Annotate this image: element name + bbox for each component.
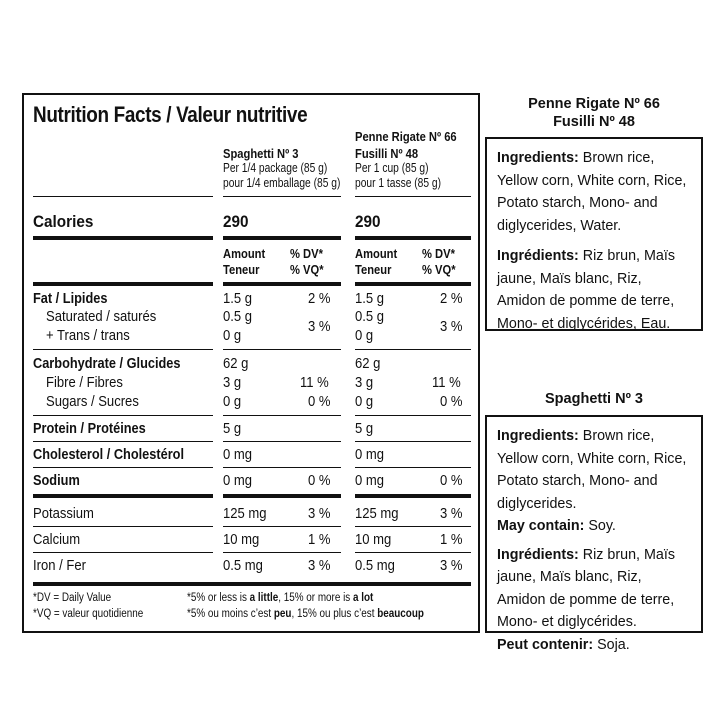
box1-title-line2: Fusilli Nº 48 <box>553 114 635 130</box>
col1-sodium-dv: 0 % <box>308 473 331 489</box>
fat-label: Fat / Lipides <box>33 291 108 307</box>
col1-iron-amount: 0.5 mg <box>223 558 263 574</box>
fibre-label: Fibre / Fibres <box>46 375 123 391</box>
rule <box>355 467 471 468</box>
footnote-dv-definition: *DV = Daily Value <box>33 592 112 604</box>
col1-calcium-dv: 1 % <box>308 532 331 548</box>
col2-protein-amount: 5 g <box>355 421 374 437</box>
col2-sat-trans-dv: 3 % <box>440 319 463 335</box>
rule <box>355 196 471 197</box>
thick-rule <box>33 582 471 586</box>
rule <box>223 196 341 197</box>
thick-rule <box>33 282 213 286</box>
rule <box>355 415 471 416</box>
rule <box>33 196 213 197</box>
col1-teneur-label: Teneur <box>223 262 260 277</box>
col1-fat-dv: 2 % <box>308 291 331 307</box>
col2-sat-amount: 0.5 g <box>355 309 385 325</box>
rule <box>33 467 213 468</box>
col2-amount-label: Amount <box>355 246 398 261</box>
rule <box>33 349 213 350</box>
cholesterol-label: Cholesterol / Cholestérol <box>33 447 185 463</box>
carb-label: Carbohydrate / Glucides <box>33 356 181 372</box>
col1-carb-amount: 62 g <box>223 356 249 372</box>
col2-sugars-dv: 0 % <box>440 394 463 410</box>
col2-sodium-dv: 0 % <box>440 473 463 489</box>
rule <box>355 552 471 553</box>
col2-trans-amount: 0 g <box>355 328 374 344</box>
col2-fat-amount: 1.5 g <box>355 291 385 307</box>
col1-serving-en: Per 1/4 package (85 g) <box>223 161 328 175</box>
rule <box>223 415 341 416</box>
col1-fibre-dv: 11 % <box>300 375 329 391</box>
rule <box>355 526 471 527</box>
box2-ingredients-fr: Ingrédients: Riz brun, Maïs jaune, Maïs blanc, Riz, Amidon de pomme de terre, Mono- et diglycérides. Peut contenir: Soja. <box>497 546 675 653</box>
col2-calcium-dv: 1 % <box>440 532 463 548</box>
col2-potassium-amount: 125 mg <box>355 506 399 522</box>
col1-sat-amount: 0.5 g <box>223 309 253 325</box>
calories-label: Calories <box>33 212 94 231</box>
col1-dv-label: % DV* <box>290 246 323 261</box>
box1-ingredients-en: Ingredients: Brown rice, Yellow corn, White corn, Rice, Potato starch, Mono- and diglycerides, Water. <box>497 150 687 234</box>
box2-ingredients-en: Ingredients: Brown rice, Yellow corn, White corn, Rice, Potato starch, Mono- and diglycerides. May contain: Soy. <box>497 428 687 534</box>
rule <box>223 441 341 442</box>
col1-iron-dv: 3 % <box>308 558 331 574</box>
thick-rule <box>33 494 213 498</box>
potassium-label: Potassium <box>33 506 94 522</box>
trans-label: + Trans / trans <box>46 328 130 344</box>
col2-iron-amount: 0.5 mg <box>355 558 395 574</box>
col2-dv-label: % DV* <box>422 246 455 261</box>
col2-sugars-amount: 0 g <box>355 394 374 410</box>
box2-title: Spaghetti Nº 3 <box>545 391 643 407</box>
col2-vq-label: % VQ* <box>422 262 456 277</box>
col2-fat-dv: 2 % <box>440 291 463 307</box>
thick-rule <box>223 282 341 286</box>
col1-vq-label: % VQ* <box>290 262 324 277</box>
col2-serving-en: Per 1 cup (85 g) <box>355 161 429 175</box>
col1-sugars-dv: 0 % <box>308 394 331 410</box>
thick-rule <box>355 494 471 498</box>
col1-serving-fr: pour 1/4 emballage (85 g) <box>223 176 341 190</box>
col1-protein-amount: 5 g <box>223 421 242 437</box>
rule <box>355 441 471 442</box>
footnote-en: *5% or less is a little, 15% or more is a lot <box>187 592 374 604</box>
rule <box>223 526 341 527</box>
box1-title <box>486 95 702 131</box>
box1-title-line1: Penne Rigate Nº 66 <box>528 96 660 112</box>
col1-calcium-amount: 10 mg <box>223 532 260 548</box>
sugars-label: Sugars / Sucres <box>46 394 139 410</box>
col2-name1: Penne Rigate Nº 66 <box>355 129 457 144</box>
rule <box>33 552 213 553</box>
panel-title: Nutrition Facts / Valeur nutritive <box>33 102 308 127</box>
col1-amount-label: Amount <box>223 246 266 261</box>
col1-potassium-amount: 125 mg <box>223 506 267 522</box>
col1-fibre-amount: 3 g <box>223 375 242 391</box>
col1-sodium-amount: 0 mg <box>223 473 253 489</box>
thick-rule <box>33 236 213 240</box>
saturated-label: Saturated / saturés <box>46 309 157 325</box>
thick-rule <box>223 494 341 498</box>
footnote-vq-definition: *VQ = valeur quotidienne <box>33 608 144 620</box>
col1-potassium-dv: 3 % <box>308 506 331 522</box>
col2-sodium-amount: 0 mg <box>355 473 385 489</box>
col1-sat-trans-dv: 3 % <box>308 319 331 335</box>
sodium-label: Sodium <box>33 473 80 489</box>
col2-cholesterol-amount: 0 mg <box>355 447 385 463</box>
col1-calories: 290 <box>223 212 249 231</box>
col1-sugars-amount: 0 g <box>223 394 242 410</box>
col2-fibre-amount: 3 g <box>355 375 374 391</box>
iron-label: Iron / Fer <box>33 558 86 574</box>
rule <box>223 552 341 553</box>
protein-label: Protein / Protéines <box>33 421 146 437</box>
box1-ingredients-fr: Ingrédients: Riz brun, Maïs jaune, Maïs blanc, Riz, Amidon de pomme de terre, Mono- et diglycérides, Eau. <box>497 248 675 332</box>
col2-potassium-dv: 3 % <box>440 506 463 522</box>
calcium-label: Calcium <box>33 532 81 548</box>
rule <box>223 349 341 350</box>
footnote-fr: *5% ou moins c’est peu, 15% ou plus c’est beaucoup <box>187 608 424 620</box>
col2-iron-dv: 3 % <box>440 558 463 574</box>
rule <box>223 467 341 468</box>
thick-rule <box>355 236 471 240</box>
col2-fibre-dv: 11 % <box>432 375 461 391</box>
box2-ingredients <box>485 415 703 653</box>
box1-ingredients <box>485 137 703 331</box>
col2-calories: 290 <box>355 212 381 231</box>
col2-calcium-amount: 10 mg <box>355 532 392 548</box>
thick-rule <box>355 282 471 286</box>
thick-rule <box>223 236 341 240</box>
rule <box>33 526 213 527</box>
col2-name2: Fusilli Nº 48 <box>355 146 419 161</box>
col1-fat-amount: 1.5 g <box>223 291 253 307</box>
col2-carb-amount: 62 g <box>355 356 381 372</box>
col1-trans-amount: 0 g <box>223 328 242 344</box>
col1-name: Spaghetti Nº 3 <box>223 146 299 161</box>
col2-teneur-label: Teneur <box>355 262 392 277</box>
rule <box>33 415 213 416</box>
col1-cholesterol-amount: 0 mg <box>223 447 253 463</box>
col2-serving-fr: pour 1 tasse (85 g) <box>355 176 442 190</box>
rule <box>355 349 471 350</box>
rule <box>33 441 213 442</box>
nutrition-facts-panel <box>22 93 480 633</box>
